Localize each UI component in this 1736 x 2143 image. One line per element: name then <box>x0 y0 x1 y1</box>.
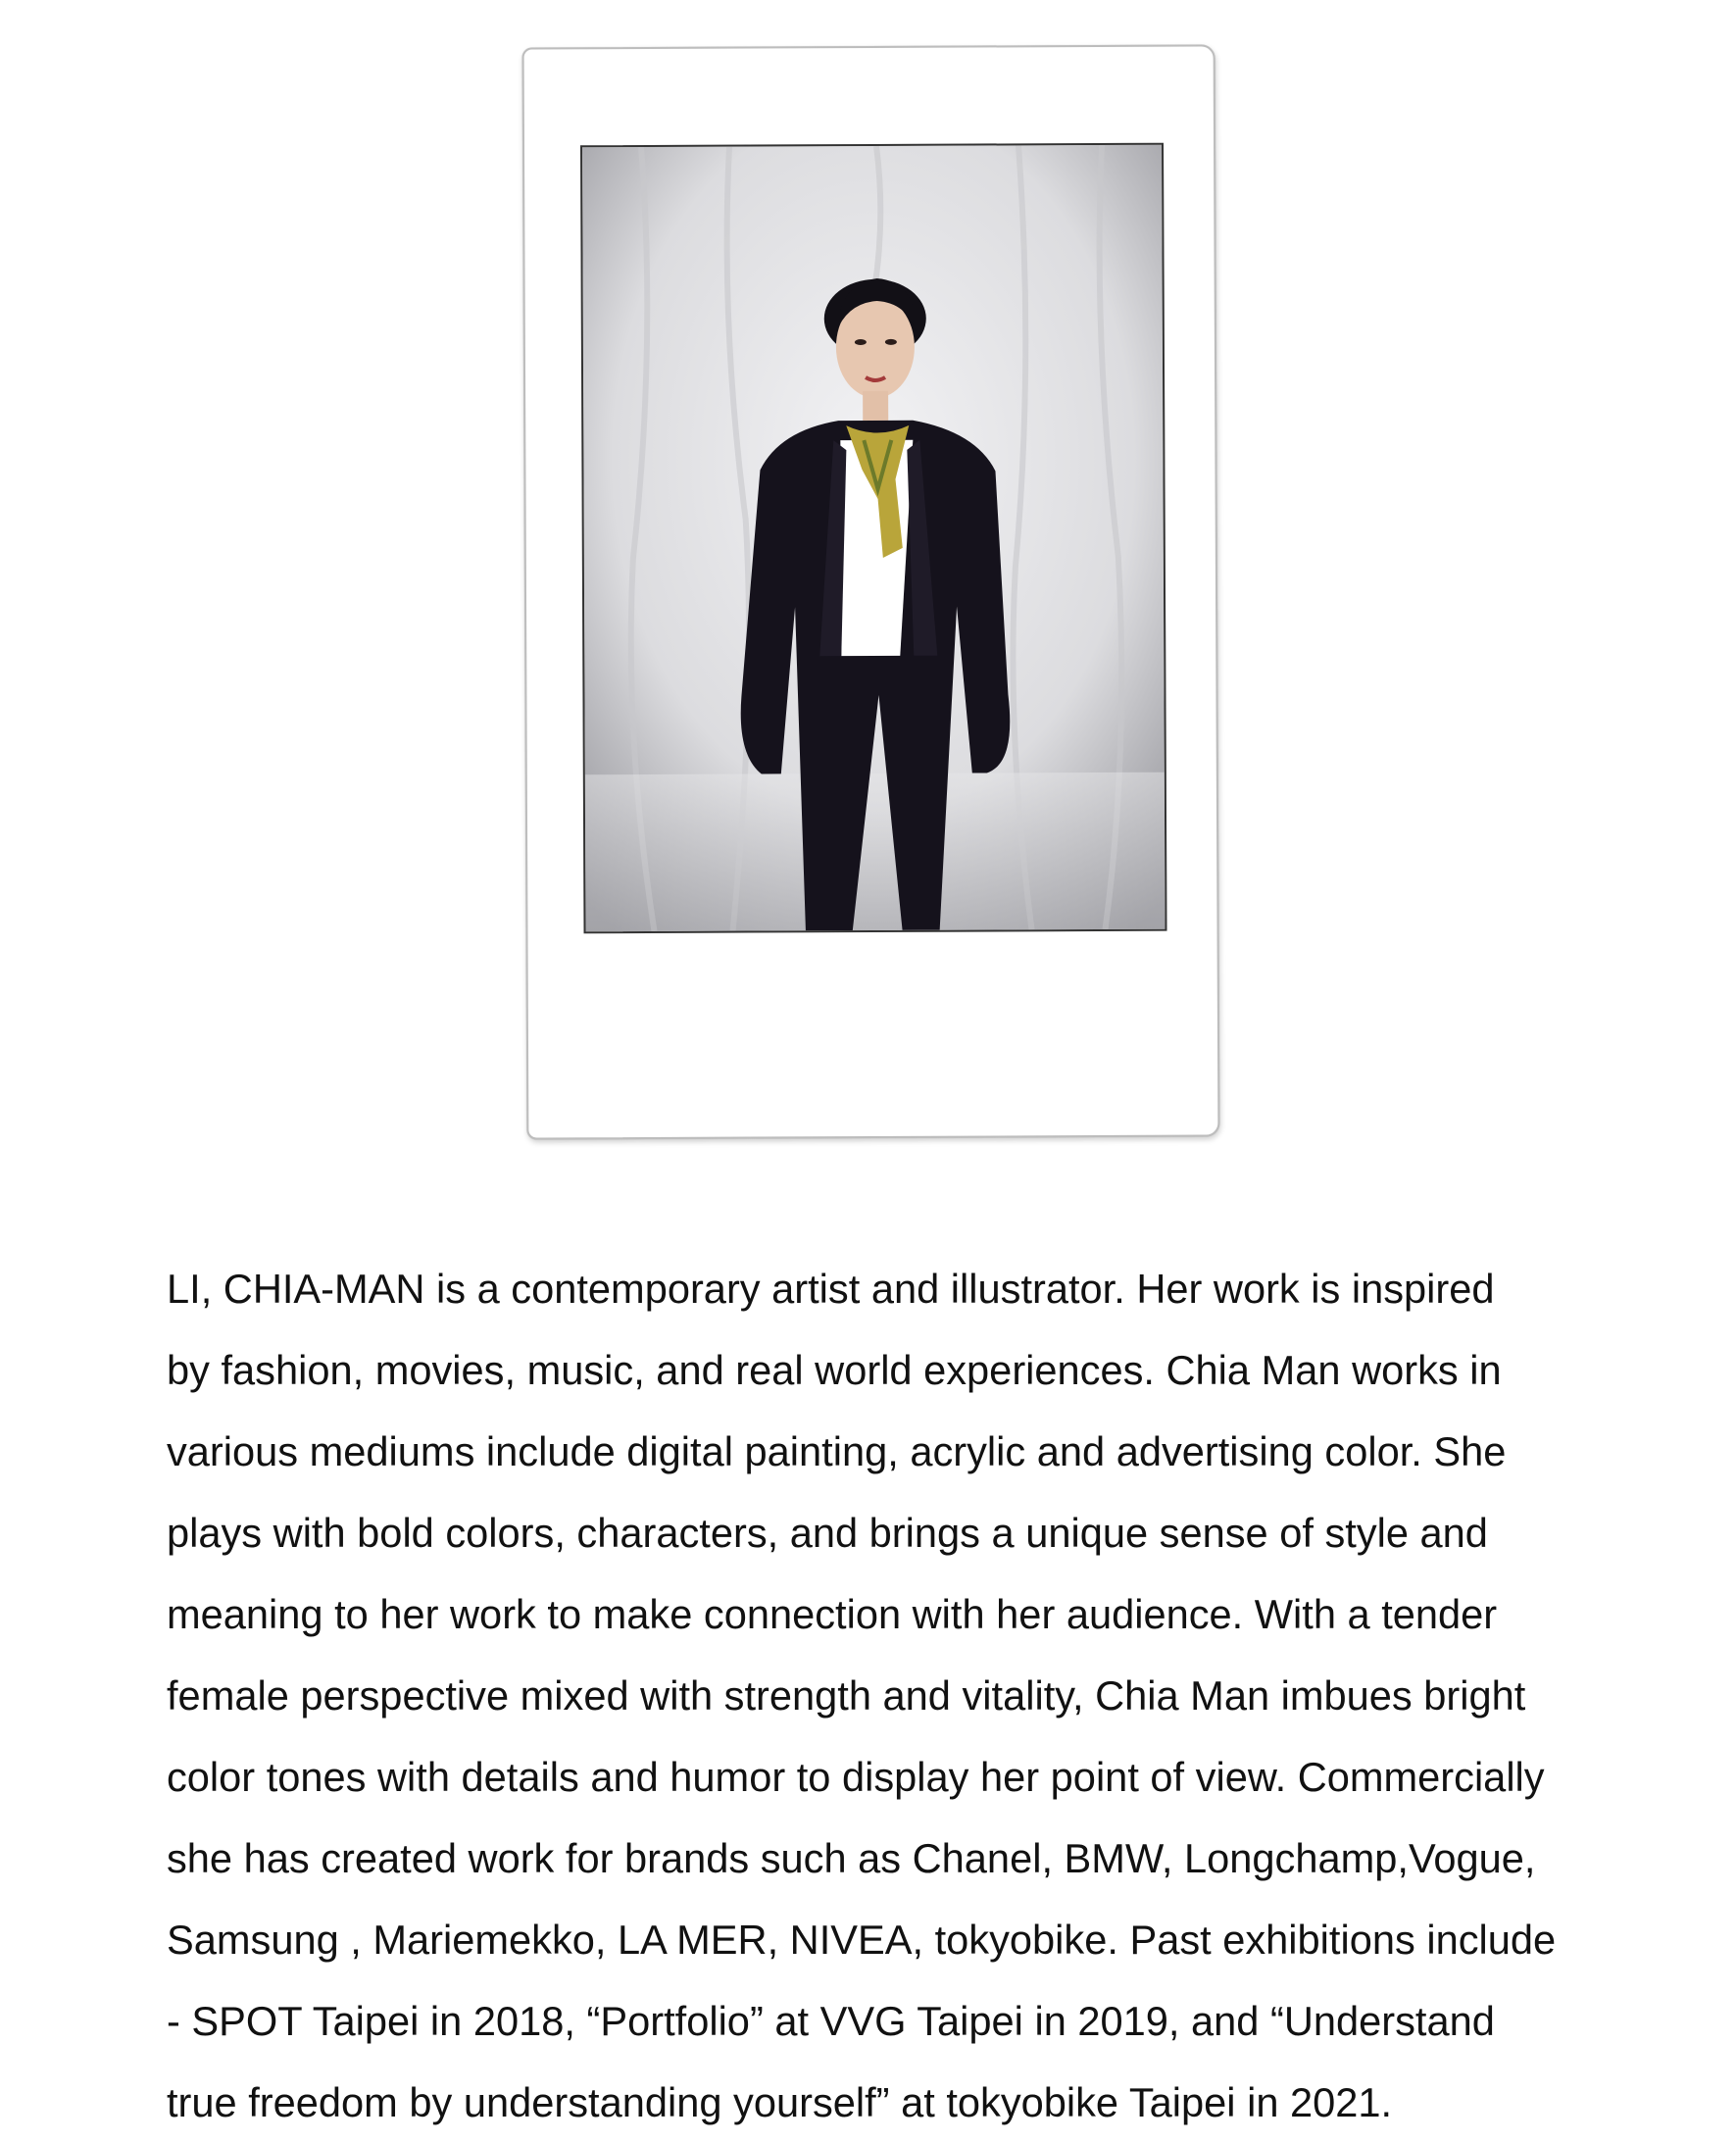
bio-line: meaning to her work to make connection with her audience. With a tender <box>167 1591 1498 1637</box>
bio-line: female perspective mixed with strength and vitality, Chia Man imbues bright <box>167 1672 1526 1719</box>
bio-line: plays with bold colors, characters, and brings a unique sense of style and <box>167 1510 1488 1556</box>
bio-line: LI, CHIA-MAN is a contemporary artist and illustrator. Her work is inspired <box>167 1266 1495 1312</box>
floor-shadow <box>585 772 1166 932</box>
instant-photo-frame <box>522 44 1220 1139</box>
bio-line: by fashion, movies, music, and real world experiences. Chia Man works in <box>167 1347 1502 1393</box>
artist-portrait-photo <box>580 143 1167 934</box>
neck <box>863 391 888 421</box>
bio-line: Samsung , Mariemekko, LA MER, NIVEA, tokyobike. Past exhibitions include <box>167 1917 1557 1963</box>
bio-line: various mediums include digital painting, acrylic and advertising color. She <box>167 1428 1507 1474</box>
bio-line: - SPOT Taipei in 2018, “Portfolio” at VVG Taipei in 2019, and “Understand <box>167 1998 1495 2044</box>
artist-portrait-illustration <box>582 145 1165 932</box>
bio-line: true freedom by understanding yourself” at tokyobike Taipei in 2021. <box>167 2079 1393 2125</box>
bio-line: color tones with details and humor to display her point of view. Commercially <box>167 1754 1545 1800</box>
bio-line: she has created work for brands such as Chanel, BMW, Longchamp,Vogue, <box>167 1835 1536 1881</box>
artist-bio-paragraph <box>167 1248 1578 2143</box>
